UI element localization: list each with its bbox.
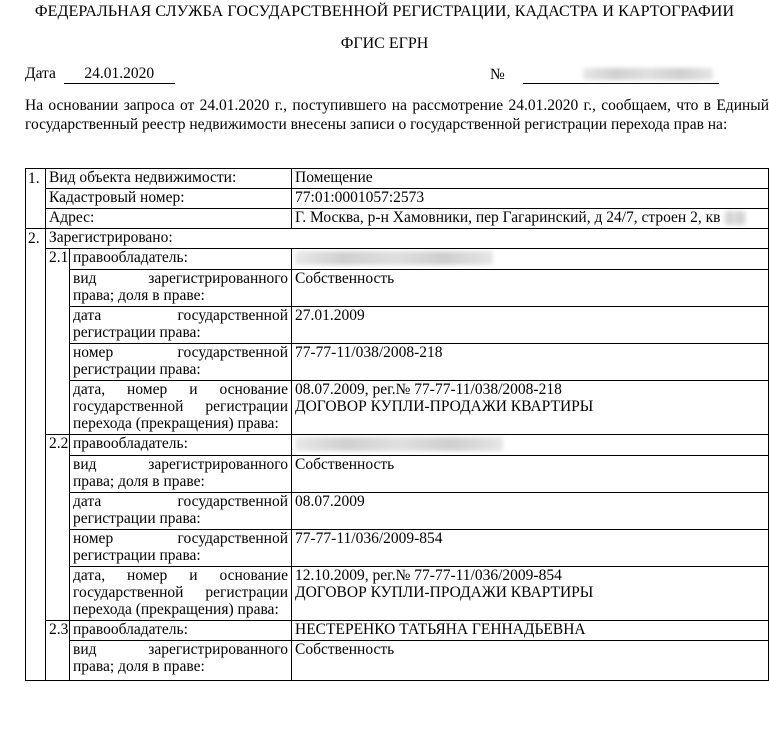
number-reg-value: 77-77-11/038/2008-218: [292, 344, 769, 381]
redacted-holder: [295, 251, 493, 265]
table-row: [26, 381, 769, 435]
table-row: [26, 456, 769, 493]
number-reg-value: 77-77-11/036/2009-854: [292, 530, 769, 567]
table-row: [26, 567, 769, 621]
object-type-value: Помещение: [292, 169, 769, 189]
redacted-holder: [295, 437, 503, 451]
number-label: №: [490, 66, 505, 83]
date-reg-value: 27.01.2009: [292, 307, 769, 344]
basis-value: 12.10.2009, рег.№ 77-77-11/036/2009-854 ДОГОВОР КУПЛИ-ПРОДАЖИ КВАРТИРЫ: [292, 567, 769, 621]
date-reg-value: 08.07.2009: [292, 493, 769, 530]
holder-value: [292, 435, 769, 456]
table-row: [26, 249, 769, 270]
right-value: Собственность: [292, 641, 769, 681]
section-number: 2.: [26, 229, 46, 681]
table-row: [26, 530, 769, 567]
number-line: [490, 65, 719, 84]
date-line: [25, 65, 175, 84]
basis-value: 08.07.2009, рег.№ 77-77-11/038/2008-218 ДОГОВОР КУПЛИ-ПРОДАЖИ КВАРТИРЫ: [292, 381, 769, 435]
redacted-apartment: [724, 211, 746, 225]
agency-title: ФЕДЕРАЛЬНАЯ СЛУЖБА ГОСУДАРСТВЕННОЙ РЕГИСТРАЦИИ, КАДАСТРА И КАРТОГРАФИИ: [34, 3, 735, 20]
system-title: ФГИС ЕГРН: [340, 35, 429, 52]
cadastral-label: Кадастровый номер:: [46, 189, 292, 209]
table-row: [26, 493, 769, 530]
table-row: [26, 344, 769, 381]
date-label: Дата: [25, 65, 56, 82]
redacted-number: [583, 68, 713, 80]
table-row: [26, 229, 769, 249]
right-label: вид зарегистрированного права; доля в праве:: [70, 456, 292, 493]
table-row: [26, 435, 769, 456]
number-reg-label: номер государственной регистрации права:: [70, 530, 292, 567]
object-type-label: Вид объекта недвижимости:: [46, 169, 292, 189]
table-row: [26, 169, 769, 189]
right-value: Собственность: [292, 456, 769, 493]
table-row: [26, 189, 769, 209]
holder-label: правообладатель:: [70, 249, 292, 270]
date-reg-label: дата государственной регистрации права:: [70, 307, 292, 344]
date-reg-label: дата государственной регистрации права:: [70, 493, 292, 530]
table-row: [26, 270, 769, 307]
section-number: 1.: [26, 169, 46, 229]
basis-label: дата, номер и основание государственной регистрации перехода (прекращения) права:: [70, 567, 292, 621]
right-value: Собственность: [292, 270, 769, 307]
number-value: [523, 65, 719, 84]
entry-number: 2.1: [46, 249, 70, 435]
number-reg-label: номер государственной регистрации права:: [70, 344, 292, 381]
right-label: вид зарегистрированного права; доля в праве:: [70, 641, 292, 681]
address-value: Г. Москва, р-н Хамовники, пер Гагаринский, д 24/7, строен 2, кв: [292, 209, 769, 229]
address-label: Адрес:: [46, 209, 292, 229]
table-row: [26, 209, 769, 229]
holder-label: правообладатель:: [70, 621, 292, 641]
holder-label: правообладатель:: [70, 435, 292, 456]
holder-value: НЕСТЕРЕНКО ТАТЬЯНА ГЕННАДЬЕВНА: [292, 621, 769, 641]
records-table: [25, 168, 769, 681]
basis-label: дата, номер и основание государственной регистрации перехода (прекращения) права:: [70, 381, 292, 435]
table-row: [26, 641, 769, 681]
cadastral-value: 77:01:0001057:2573: [292, 189, 769, 209]
registered-label: Зарегистрировано:: [46, 229, 769, 249]
right-label: вид зарегистрированного права; доля в праве:: [70, 270, 292, 307]
entry-number: 2.2: [46, 435, 70, 621]
date-value: 24.01.2020: [64, 65, 175, 84]
holder-value: [292, 249, 769, 270]
table-row: [26, 307, 769, 344]
intro-paragraph: На основании запроса от 24.01.2020 г., поступившего на рассмотрение 24.01.2020 г., сообщаем, что в Единый государственный реестр недвижимости внесены записи о государственной регистрации перехода прав на:: [25, 97, 769, 133]
entry-number: 2.3: [46, 621, 70, 681]
table-row: [26, 621, 769, 641]
